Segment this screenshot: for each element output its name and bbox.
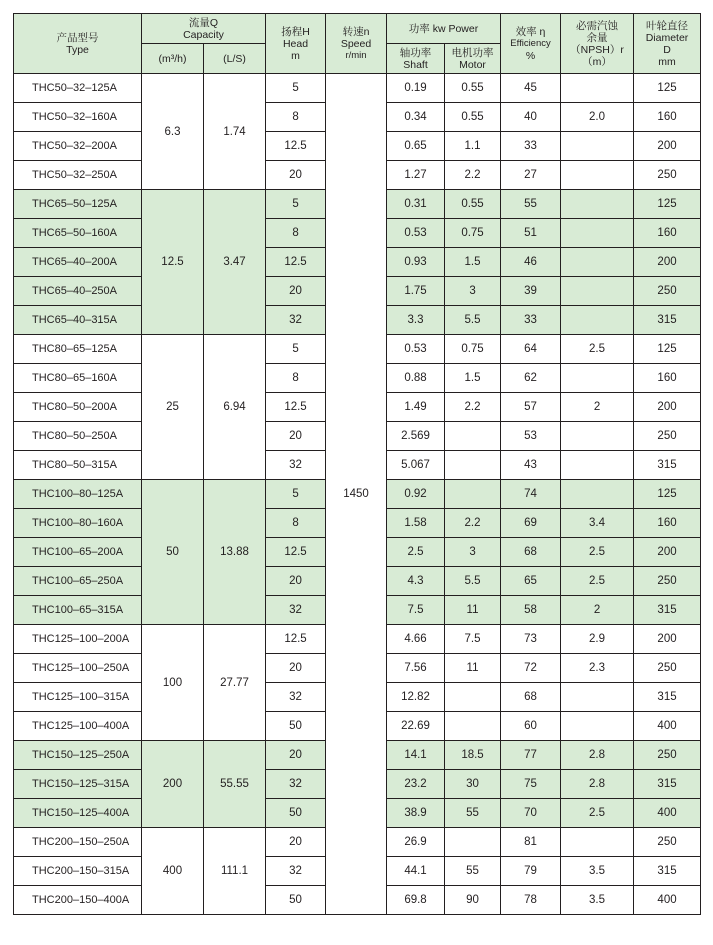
model-cell: THC100–65–200A	[14, 538, 142, 567]
efficiency-header-en: Efficiency	[510, 37, 551, 49]
npsh-cell: 2.5	[561, 335, 634, 364]
shaft-power-cell: 1.49	[387, 393, 445, 422]
diameter-cell: 315	[634, 857, 701, 886]
shaft-power-cell: 2.5	[387, 538, 445, 567]
head-cell: 12.5	[266, 625, 326, 654]
npsh-cell	[561, 306, 634, 335]
shaft-power-cell: 1.58	[387, 509, 445, 538]
efficiency-cell: 46	[501, 248, 561, 277]
speed-header	[326, 14, 387, 74]
npsh-cell	[561, 712, 634, 741]
npsh-header-en: （NPSH）r	[570, 43, 624, 56]
diameter-cell: 250	[634, 828, 701, 857]
diameter-cell: 250	[634, 277, 701, 306]
motor-power-cell: 3	[445, 538, 501, 567]
shaft-power-cell: 7.5	[387, 596, 445, 625]
shaft-power-cell: 14.1	[387, 741, 445, 770]
shaft-power-cell: 0.53	[387, 219, 445, 248]
model-cell: THC100–65–250A	[14, 567, 142, 596]
motor-power-cell	[445, 683, 501, 712]
model-cell: THC200–150–315A	[14, 857, 142, 886]
diameter-cell: 200	[634, 393, 701, 422]
efficiency-cell: 79	[501, 857, 561, 886]
motor-power-cell: 1.5	[445, 248, 501, 277]
motor-power-cell: 0.55	[445, 74, 501, 103]
efficiency-cell: 33	[501, 132, 561, 161]
shaft-power-cell: 2.569	[387, 422, 445, 451]
model-cell: THC80–65–125A	[14, 335, 142, 364]
efficiency-cell: 69	[501, 509, 561, 538]
diameter-cell: 125	[634, 335, 701, 364]
npsh-cell	[561, 683, 634, 712]
head-cell: 5	[266, 190, 326, 219]
head-cell: 5	[266, 74, 326, 103]
capacity-m3h-cell: 12.5	[142, 190, 204, 335]
table-row	[14, 74, 701, 103]
motor-power-cell: 0.75	[445, 335, 501, 364]
diameter-cell: 400	[634, 886, 701, 915]
model-cell: THC50–32–125A	[14, 74, 142, 103]
motor-power-cell: 18.5	[445, 741, 501, 770]
npsh-cell	[561, 74, 634, 103]
shaft-power-cell: 4.66	[387, 625, 445, 654]
capacity-header-cn: 流量Q	[188, 16, 219, 29]
npsh-cell	[561, 422, 634, 451]
motor-power-cell: 55	[445, 799, 501, 828]
head-cell: 32	[266, 683, 326, 712]
head-cell: 12.5	[266, 393, 326, 422]
npsh-cell: 2.9	[561, 625, 634, 654]
diameter-header-d: D	[663, 43, 671, 56]
model-cell: THC125–100–200A	[14, 625, 142, 654]
diameter-cell: 160	[634, 219, 701, 248]
motor-power-header	[445, 44, 501, 74]
efficiency-cell: 73	[501, 625, 561, 654]
efficiency-cell: 45	[501, 74, 561, 103]
npsh-cell: 2.8	[561, 741, 634, 770]
shaft-power-cell: 1.75	[387, 277, 445, 306]
capacity-ls-cell: 6.94	[204, 335, 266, 480]
npsh-cell: 3.5	[561, 886, 634, 915]
diameter-cell: 160	[634, 103, 701, 132]
efficiency-cell: 68	[501, 538, 561, 567]
head-cell: 12.5	[266, 248, 326, 277]
model-cell: THC80–65–160A	[14, 364, 142, 393]
head-cell: 50	[266, 712, 326, 741]
model-cell: THC200–150–250A	[14, 828, 142, 857]
motor-power-cell	[445, 828, 501, 857]
motor-power-cell: 0.75	[445, 219, 501, 248]
diameter-cell: 250	[634, 567, 701, 596]
diameter-cell: 400	[634, 712, 701, 741]
shaft-power-cell: 44.1	[387, 857, 445, 886]
efficiency-cell: 55	[501, 190, 561, 219]
efficiency-cell: 75	[501, 770, 561, 799]
head-cell: 20	[266, 654, 326, 683]
capacity-ls-cell: 55.55	[204, 741, 266, 828]
head-cell: 20	[266, 161, 326, 190]
model-cell: THC100–80–160A	[14, 509, 142, 538]
capacity-m3h-cell: 6.3	[142, 74, 204, 190]
motor-power-cell: 3	[445, 277, 501, 306]
npsh-header-cn1: 必需汽蚀	[576, 19, 619, 32]
model-cell: THC125–100–250A	[14, 654, 142, 683]
table-header	[14, 14, 701, 74]
capacity-m3h-cell: 100	[142, 625, 204, 741]
efficiency-cell: 70	[501, 799, 561, 828]
npsh-cell	[561, 364, 634, 393]
shaft-power-header-cn: 轴功率	[399, 46, 432, 59]
motor-power-cell: 1.5	[445, 364, 501, 393]
npsh-cell: 2.5	[561, 799, 634, 828]
diameter-cell: 250	[634, 741, 701, 770]
power-header-title: 功率 kw Power	[408, 22, 479, 35]
efficiency-cell: 62	[501, 364, 561, 393]
efficiency-cell: 51	[501, 219, 561, 248]
motor-power-cell: 2.2	[445, 161, 501, 190]
head-cell: 32	[266, 857, 326, 886]
diameter-cell: 400	[634, 799, 701, 828]
efficiency-cell: 64	[501, 335, 561, 364]
shaft-power-cell: 3.3	[387, 306, 445, 335]
shaft-power-cell: 0.93	[387, 248, 445, 277]
efficiency-cell: 74	[501, 480, 561, 509]
diameter-cell: 200	[634, 625, 701, 654]
motor-power-cell	[445, 422, 501, 451]
npsh-cell	[561, 248, 634, 277]
diameter-cell: 315	[634, 770, 701, 799]
npsh-cell: 2	[561, 596, 634, 625]
head-cell: 20	[266, 567, 326, 596]
diameter-header-en: Diameter	[645, 31, 689, 44]
efficiency-header-unit: %	[525, 49, 536, 62]
motor-power-cell: 5.5	[445, 567, 501, 596]
npsh-cell: 2.5	[561, 567, 634, 596]
head-cell: 50	[266, 799, 326, 828]
npsh-cell	[561, 219, 634, 248]
diameter-cell: 315	[634, 596, 701, 625]
efficiency-cell: 43	[501, 451, 561, 480]
motor-power-cell: 55	[445, 857, 501, 886]
capacity-header	[142, 14, 266, 44]
shaft-power-cell: 38.9	[387, 799, 445, 828]
capacity-m3h-cell: 25	[142, 335, 204, 480]
motor-power-cell: 90	[445, 886, 501, 915]
head-header-cn: 扬程H	[281, 25, 310, 38]
diameter-cell: 315	[634, 451, 701, 480]
model-cell: THC65–50–160A	[14, 219, 142, 248]
model-cell: THC200–150–400A	[14, 886, 142, 915]
efficiency-cell: 68	[501, 683, 561, 712]
capacity-header-en: Capacity	[183, 28, 224, 41]
npsh-cell: 3.5	[561, 857, 634, 886]
motor-power-cell: 1.1	[445, 132, 501, 161]
capacity-m3h-header: (m³/h)	[142, 44, 204, 74]
speed-cell: 1450	[326, 74, 387, 915]
head-cell: 20	[266, 828, 326, 857]
capacity-ls-cell: 1.74	[204, 74, 266, 190]
diameter-cell: 200	[634, 248, 701, 277]
diameter-header	[634, 14, 701, 74]
head-cell: 20	[266, 422, 326, 451]
motor-power-cell: 11	[445, 596, 501, 625]
model-cell: THC150–125–250A	[14, 741, 142, 770]
diameter-cell: 125	[634, 480, 701, 509]
npsh-header-unit: （m）	[582, 55, 612, 68]
motor-power-cell: 2.2	[445, 393, 501, 422]
motor-power-cell: 5.5	[445, 306, 501, 335]
capacity-m3h-cell: 200	[142, 741, 204, 828]
model-cell: THC50–32–250A	[14, 161, 142, 190]
model-cell: THC65–40–315A	[14, 306, 142, 335]
shaft-power-cell: 0.34	[387, 103, 445, 132]
shaft-power-cell: 0.53	[387, 335, 445, 364]
table-body	[14, 74, 701, 915]
head-cell: 8	[266, 364, 326, 393]
diameter-cell: 160	[634, 509, 701, 538]
efficiency-cell: 58	[501, 596, 561, 625]
model-cell: THC80–50–315A	[14, 451, 142, 480]
model-cell: THC150–125–400A	[14, 799, 142, 828]
head-header-unit: m	[291, 49, 300, 62]
efficiency-cell: 78	[501, 886, 561, 915]
shaft-power-cell: 12.82	[387, 683, 445, 712]
shaft-power-cell: 69.8	[387, 886, 445, 915]
efficiency-cell: 60	[501, 712, 561, 741]
head-cell: 32	[266, 770, 326, 799]
motor-power-cell: 30	[445, 770, 501, 799]
npsh-cell	[561, 161, 634, 190]
power-header	[387, 14, 501, 44]
model-cell: THC100–65–315A	[14, 596, 142, 625]
efficiency-cell: 53	[501, 422, 561, 451]
shaft-power-cell: 0.31	[387, 190, 445, 219]
head-cell: 32	[266, 306, 326, 335]
efficiency-cell: 65	[501, 567, 561, 596]
shaft-power-cell: 1.27	[387, 161, 445, 190]
efficiency-header	[501, 14, 561, 74]
efficiency-cell: 77	[501, 741, 561, 770]
diameter-cell: 250	[634, 422, 701, 451]
head-cell: 12.5	[266, 538, 326, 567]
efficiency-cell: 33	[501, 306, 561, 335]
motor-power-cell	[445, 451, 501, 480]
capacity-ls-cell: 3.47	[204, 190, 266, 335]
npsh-cell	[561, 277, 634, 306]
npsh-cell	[561, 451, 634, 480]
model-cell: THC65–50–125A	[14, 190, 142, 219]
shaft-power-cell: 0.88	[387, 364, 445, 393]
motor-power-cell: 0.55	[445, 190, 501, 219]
head-cell: 12.5	[266, 132, 326, 161]
head-cell: 20	[266, 741, 326, 770]
model-cell: THC100–80–125A	[14, 480, 142, 509]
npsh-cell	[561, 480, 634, 509]
pump-spec-table	[13, 13, 701, 915]
head-header-en: Head	[282, 37, 309, 50]
head-cell: 20	[266, 277, 326, 306]
efficiency-cell: 81	[501, 828, 561, 857]
model-cell: THC150–125–315A	[14, 770, 142, 799]
diameter-cell: 250	[634, 161, 701, 190]
speed-header-unit: r/min	[345, 49, 367, 61]
shaft-power-cell: 0.92	[387, 480, 445, 509]
model-cell: THC80–50–250A	[14, 422, 142, 451]
npsh-cell: 3.4	[561, 509, 634, 538]
shaft-power-cell: 7.56	[387, 654, 445, 683]
diameter-cell: 200	[634, 538, 701, 567]
model-cell: THC125–100–400A	[14, 712, 142, 741]
model-cell: THC50–32–200A	[14, 132, 142, 161]
head-cell: 8	[266, 509, 326, 538]
shaft-power-cell: 5.067	[387, 451, 445, 480]
type-header-en: Type	[66, 43, 89, 56]
capacity-m3h-cell: 50	[142, 480, 204, 625]
diameter-cell: 315	[634, 306, 701, 335]
motor-power-cell: 11	[445, 654, 501, 683]
motor-power-header-en: Motor	[459, 58, 486, 71]
capacity-ls-cell: 13.88	[204, 480, 266, 625]
diameter-cell: 250	[634, 654, 701, 683]
head-cell: 8	[266, 103, 326, 132]
diameter-header-cn: 叶轮直径	[646, 19, 689, 32]
capacity-ls-cell: 27.77	[204, 625, 266, 741]
efficiency-cell: 57	[501, 393, 561, 422]
npsh-header-cn2: 余量	[586, 31, 608, 44]
head-cell: 5	[266, 335, 326, 364]
npsh-cell: 2.5	[561, 538, 634, 567]
head-cell: 32	[266, 596, 326, 625]
npsh-cell	[561, 190, 634, 219]
shaft-power-header-en: Shaft	[403, 58, 428, 71]
model-cell: THC80–50–200A	[14, 393, 142, 422]
efficiency-cell: 39	[501, 277, 561, 306]
capacity-ls-cell: 111.1	[204, 828, 266, 915]
npsh-header	[561, 14, 634, 74]
shaft-power-header	[387, 44, 445, 74]
shaft-power-cell: 22.69	[387, 712, 445, 741]
diameter-cell: 315	[634, 683, 701, 712]
model-cell: THC65–40–250A	[14, 277, 142, 306]
efficiency-cell: 72	[501, 654, 561, 683]
model-cell: THC125–100–315A	[14, 683, 142, 712]
diameter-cell: 125	[634, 74, 701, 103]
head-header	[266, 14, 326, 74]
diameter-header-unit: mm	[658, 55, 676, 68]
shaft-power-cell: 0.19	[387, 74, 445, 103]
motor-power-cell: 0.55	[445, 103, 501, 132]
npsh-cell: 2.3	[561, 654, 634, 683]
npsh-cell	[561, 132, 634, 161]
shaft-power-cell: 0.65	[387, 132, 445, 161]
diameter-cell: 125	[634, 190, 701, 219]
npsh-cell: 2	[561, 393, 634, 422]
shaft-power-cell: 26.9	[387, 828, 445, 857]
diameter-cell: 200	[634, 132, 701, 161]
motor-power-header-cn: 电机功率	[451, 46, 494, 59]
motor-power-cell	[445, 712, 501, 741]
motor-power-cell	[445, 480, 501, 509]
head-cell: 5	[266, 480, 326, 509]
shaft-power-cell: 23.2	[387, 770, 445, 799]
head-cell: 32	[266, 451, 326, 480]
speed-header-cn: 转速n	[342, 25, 370, 38]
type-header	[14, 14, 142, 74]
speed-header-en: Speed	[340, 37, 372, 50]
npsh-cell: 2.0	[561, 103, 634, 132]
shaft-power-cell: 4.3	[387, 567, 445, 596]
diameter-cell: 160	[634, 364, 701, 393]
npsh-cell: 2.8	[561, 770, 634, 799]
type-header-cn: 产品型号	[56, 31, 99, 44]
capacity-ls-header: (L/S)	[204, 44, 266, 74]
model-cell: THC65–40–200A	[14, 248, 142, 277]
motor-power-cell: 7.5	[445, 625, 501, 654]
efficiency-cell: 27	[501, 161, 561, 190]
efficiency-header-cn: 效率 η	[515, 25, 546, 38]
capacity-m3h-cell: 400	[142, 828, 204, 915]
head-cell: 50	[266, 886, 326, 915]
model-cell: THC50–32–160A	[14, 103, 142, 132]
efficiency-cell: 40	[501, 103, 561, 132]
npsh-cell	[561, 828, 634, 857]
motor-power-cell: 2.2	[445, 509, 501, 538]
head-cell: 8	[266, 219, 326, 248]
